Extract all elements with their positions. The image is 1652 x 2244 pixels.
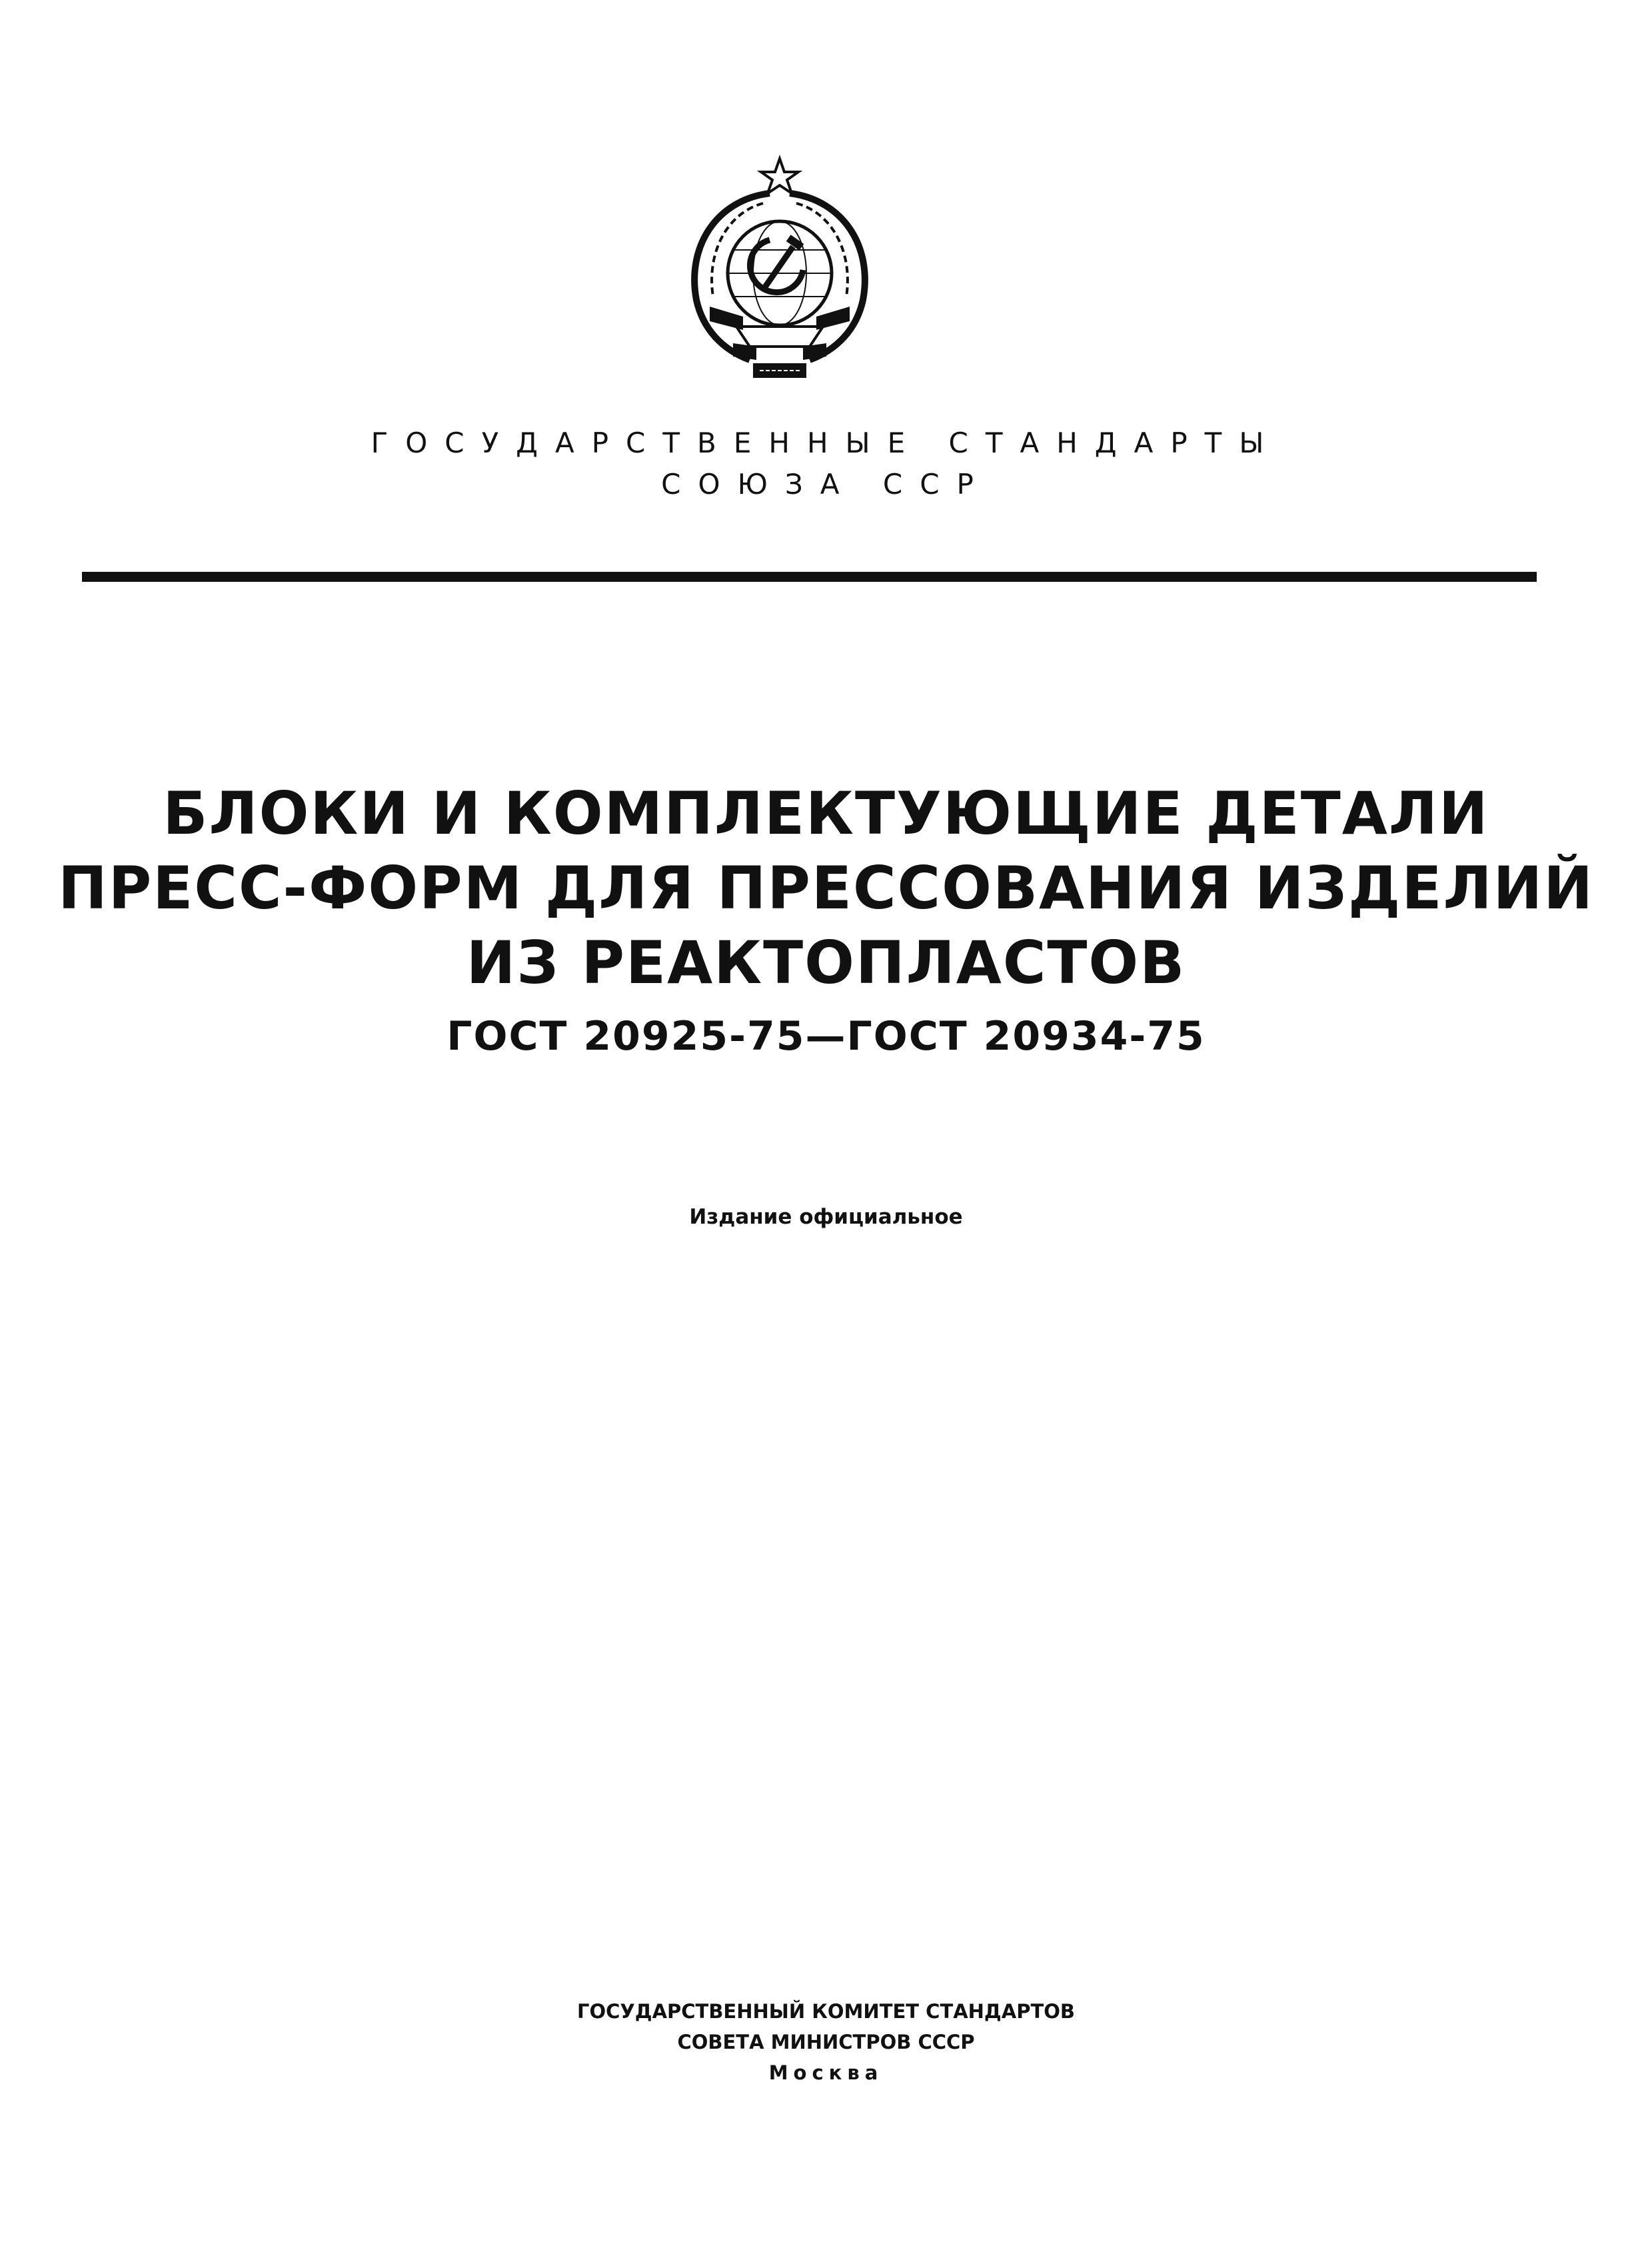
title-line3: ИЗ РЕАКТОПЛАСТОВ — [466, 928, 1186, 997]
publisher-block — [0, 1996, 1652, 2088]
edition-note: Издание официальное — [689, 1205, 963, 1229]
title-line2: ПРЕСС-ФОРМ ДЛЯ ПРЕССОВАНИЯ ИЗДЕЛИЙ — [58, 854, 1594, 922]
title-line1: БЛОКИ И КОМПЛЕКТУЮЩИЕ ДЕТАЛИ — [163, 779, 1489, 848]
series-title-line1: ГОСУДАРСТВЕННЫЕ СТАНДАРТЫ — [371, 427, 1281, 459]
gost-number-range: ГОСТ 20925-75—ГОСТ 20934-75 — [446, 1013, 1206, 1060]
horizontal-rule — [82, 572, 1537, 582]
document-title — [0, 776, 1652, 1000]
publisher-line2: СОВЕТА МИНИСТРОВ СССР — [677, 2031, 975, 2053]
publisher-line1: ГОСУДАРСТВЕННЫЙ КОМИТЕТ СТАНДАРТОВ — [576, 2000, 1076, 2023]
ussr-state-emblem-icon — [670, 147, 890, 393]
series-title-line2: СОЮЗА ССР — [661, 468, 991, 501]
publisher-city: Москва — [768, 2061, 884, 2084]
